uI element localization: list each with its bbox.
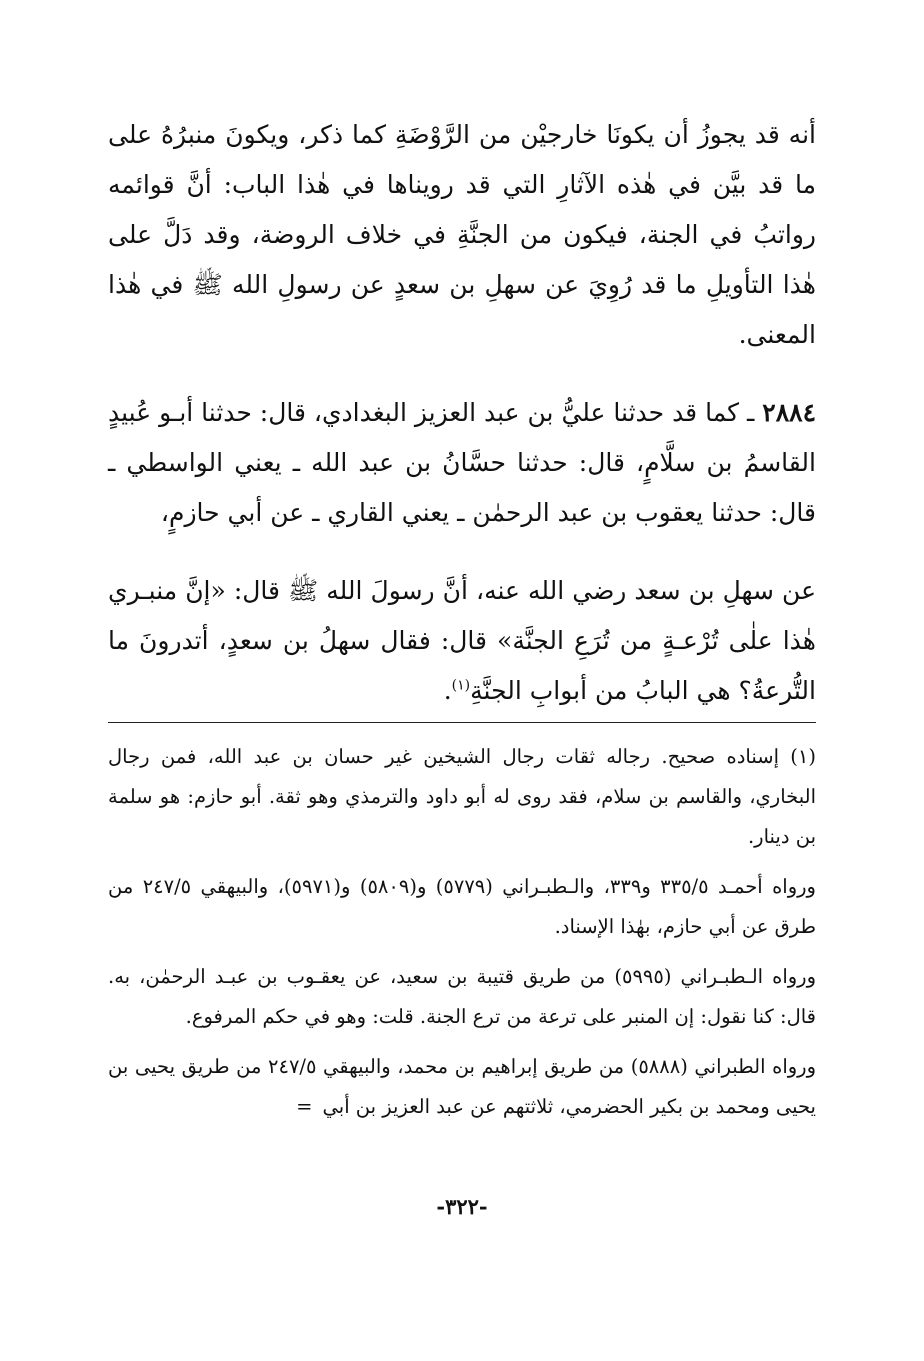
footnote-text: ورواه الطبراني (٥٨٨٨) من طريق إبراهيم بن محمد، والبيهقي ٢٤٧/٥ من طريق يحيى بن يحيى ومحمد بن بكير الحضرمي، ثلاثتهم عن عبد العزيز بن أبي bbox=[108, 1055, 816, 1118]
page-number: -٣٢٢- bbox=[436, 1194, 488, 1219]
footnote-reference: (١) bbox=[451, 677, 471, 694]
commentary-text: أنه قد يجوزُ أن يكونَا خارجيْن من الرَّوْضَةِ كما ذكر، ويكونَ منبرُهُ على ما قد بيَّن في هٰذه الآثارِ التي قد رويناها في هٰذا الباب: أنَّ قوائمه رواتبُ في الجنة، فيكون من الجنَّةِ في خلاف الروضة، وقد دَلَّ على هٰذا التأويلِ ما قد رُوِيَ عن سهلِ بن سعدٍ عن رسولِ الله ﷺ في هٰذا المعنى. bbox=[108, 120, 816, 349]
footnote-text: ورواه أحمـد ٣٣٥/٥ و٣٣٩، والـطبـراني (٥٧٧٩) و(٥٨٠٩) و(٥٩٧١)، والبيهقي ٢٤٧/٥ من طرق عن أبي حازم، بهٰذا الإسناد. bbox=[108, 875, 816, 938]
footnotes-section bbox=[108, 737, 816, 1127]
page-body bbox=[108, 110, 816, 1127]
footnote-4 bbox=[108, 1047, 816, 1127]
footnote-3 bbox=[108, 957, 816, 1037]
footnote-1 bbox=[108, 737, 816, 857]
isnad-text: ـ كما قد حدثنا عليُّ بن عبد العزيز البغدادي، قال: حدثنا أبـو عُبيدٍ القاسمُ بن سلَّامٍ، قال: حدثنا حسَّانُ بن عبد الله ـ يعني الواسطي ـ قال: حدثنا يعقوب بن عبد الرحمٰن ـ يعني القاري ـ عن أبي حازمٍ، bbox=[108, 398, 816, 527]
footnote-text: ورواه الـطبـراني (٥٩٩٥) من طريق قتيبة بن سعيد، عن يعقـوب بن عبـد الرحمٰن، به. قال: كنا نقول: إن المنبر على ترعة من ترع الجنة. قلت: وهو في حكم المرفوع. bbox=[108, 965, 816, 1028]
hadith-isnad-paragraph bbox=[108, 388, 816, 538]
footnote-2 bbox=[108, 867, 816, 947]
commentary-paragraph bbox=[108, 110, 816, 360]
continuation-mark: = bbox=[296, 1095, 313, 1118]
hadith-number: ٢٨٨٤ bbox=[762, 398, 816, 427]
matn-text: عن سهلِ بن سعد رضي الله عنه، أنَّ رسولَ الله ﷺ قال: «إنَّ منبـري هٰذا علٰى تُرْعـةٍ من تُرَعِ الجنَّة» قال: فقال سهلُ بن سعدٍ، أتدرونَ ما التُّرعةُ؟ هي البابُ من أبوابِ الجنَّةِ bbox=[108, 576, 816, 705]
footnote-separator bbox=[108, 722, 816, 723]
hadith-matn-paragraph: عن سهلِ بن سعد رضي الله عنه، أنَّ رسولَ الله ﷺ قال: «إنَّ منبـري هٰذا علٰى تُرْعـةٍ من تُرَعِ الجنَّة» قال: فقال سهلُ بن سعدٍ، أتدرونَ ما التُّرعةُ؟ هي البابُ من أبوابِ الجنَّةِ$^{(١)}$. bbox=[108, 576, 816, 705]
footnote-text: (١) إسناده صحيح. رجاله ثقات رجال الشيخين غير حسان بن عبد الله، فمن رجال البخاري، والقاسم بن سلام، فقد روى له أبو داود والترمذي وهو ثقة. أبو حازم: هو سلمة بن دينار. bbox=[108, 745, 816, 848]
